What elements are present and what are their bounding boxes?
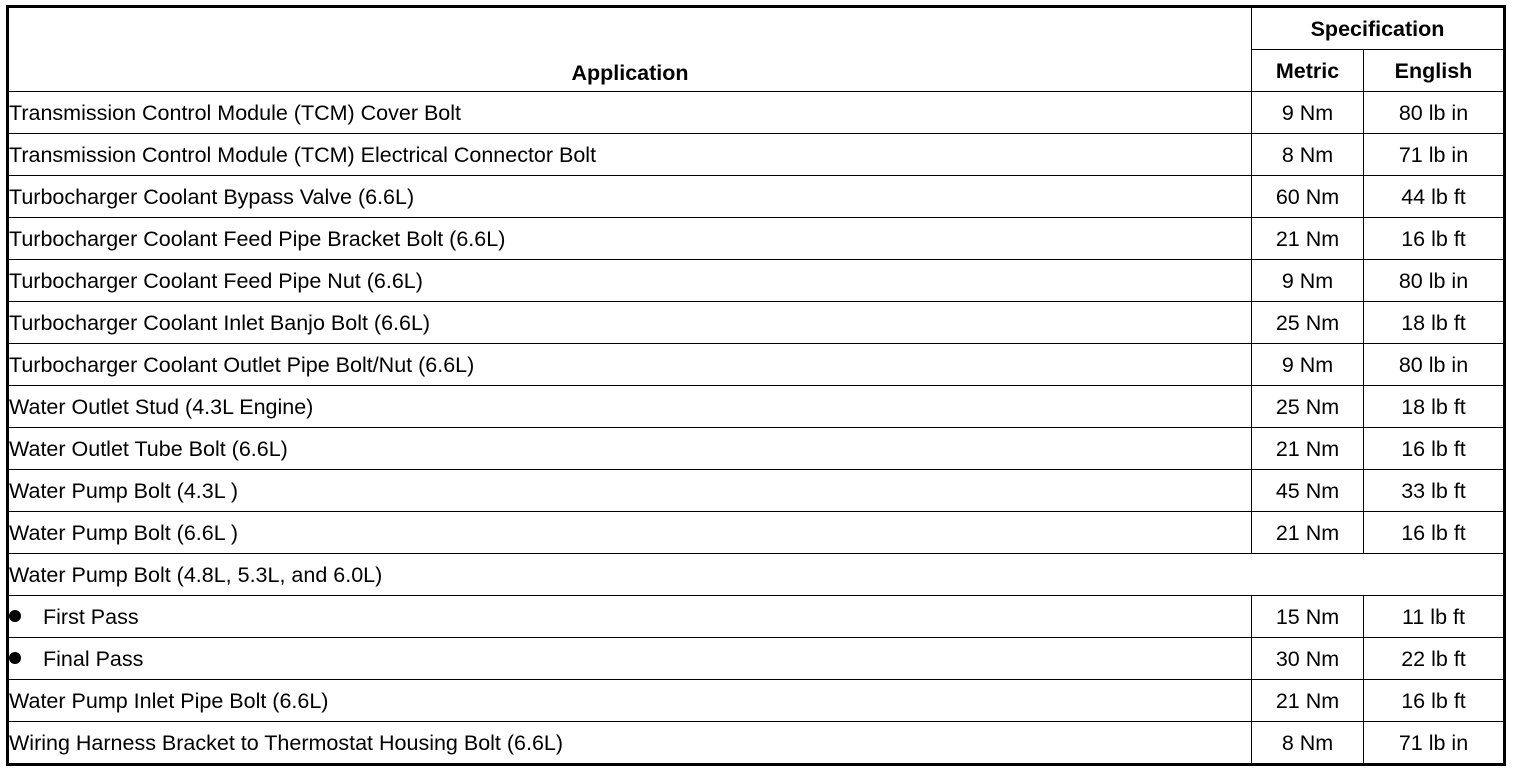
english-cell: 16 lb ft [1364, 218, 1505, 260]
application-sub-label: First Pass [43, 604, 139, 629]
table-row [8, 344, 1505, 386]
metric-cell: 8 Nm [1252, 134, 1364, 176]
english-cell: 22 lb ft [1364, 638, 1505, 680]
metric-cell: 60 Nm [1252, 176, 1364, 218]
table-sub-row [8, 638, 1505, 680]
table-row [8, 176, 1505, 218]
metric-cell: 25 Nm [1252, 302, 1364, 344]
application-cell: Water Pump Inlet Pipe Bolt (6.6L) [8, 680, 1252, 722]
application-cell: Water Outlet Tube Bolt (6.6L) [8, 428, 1252, 470]
table-row [8, 722, 1505, 765]
application-cell: Turbocharger Coolant Inlet Banjo Bolt (6.6L) [8, 302, 1252, 344]
application-column-header: Application [8, 7, 1252, 92]
table-row [8, 134, 1505, 176]
metric-cell: 25 Nm [1252, 386, 1364, 428]
metric-cell: 21 Nm [1252, 218, 1364, 260]
english-cell: 11 lb ft [1364, 596, 1505, 638]
application-sub-cell [8, 596, 1252, 638]
application-cell: Water Pump Bolt (4.3L ) [8, 470, 1252, 512]
application-cell: Transmission Control Module (TCM) Electrical Connector Bolt [8, 134, 1252, 176]
english-cell: 80 lb in [1364, 92, 1505, 134]
metric-cell: 8 Nm [1252, 722, 1364, 765]
metric-cell: 21 Nm [1252, 428, 1364, 470]
english-cell: 71 lb in [1364, 134, 1505, 176]
english-column-header: English [1364, 50, 1505, 92]
application-cell: Turbocharger Coolant Outlet Pipe Bolt/Nut (6.6L) [8, 344, 1252, 386]
table-row [8, 218, 1505, 260]
english-cell: 80 lb in [1364, 344, 1505, 386]
application-cell: Water Pump Bolt (6.6L ) [8, 512, 1252, 554]
english-cell: 18 lb ft [1364, 302, 1505, 344]
torque-specification-table [6, 5, 1506, 766]
english-cell: 80 lb in [1364, 260, 1505, 302]
table-row [8, 92, 1505, 134]
table-row [8, 470, 1505, 512]
application-cell: Turbocharger Coolant Bypass Valve (6.6L) [8, 176, 1252, 218]
english-cell: 71 lb in [1364, 722, 1505, 765]
metric-cell: 21 Nm [1252, 512, 1364, 554]
english-cell: 33 lb ft [1364, 470, 1505, 512]
application-group-cell: Water Pump Bolt (4.8L, 5.3L, and 6.0L) [8, 554, 1505, 596]
english-cell: 16 lb ft [1364, 428, 1505, 470]
metric-cell: 21 Nm [1252, 680, 1364, 722]
metric-cell: 15 Nm [1252, 596, 1364, 638]
table-row [8, 260, 1505, 302]
application-cell: Turbocharger Coolant Feed Pipe Nut (6.6L) [8, 260, 1252, 302]
table-header [8, 7, 1505, 92]
metric-cell: 9 Nm [1252, 260, 1364, 302]
table-row [8, 386, 1505, 428]
application-cell: Turbocharger Coolant Feed Pipe Bracket Bolt (6.6L) [8, 218, 1252, 260]
bullet-icon [9, 610, 21, 622]
metric-cell: 30 Nm [1252, 638, 1364, 680]
english-cell: 18 lb ft [1364, 386, 1505, 428]
application-cell: Transmission Control Module (TCM) Cover Bolt [8, 92, 1252, 134]
table-row [8, 512, 1505, 554]
english-cell: 44 lb ft [1364, 176, 1505, 218]
specification-column-header: Specification [1252, 7, 1505, 50]
metric-cell: 9 Nm [1252, 344, 1364, 386]
application-cell: Wiring Harness Bracket to Thermostat Housing Bolt (6.6L) [8, 722, 1252, 765]
bullet-icon [9, 652, 21, 664]
metric-cell: 45 Nm [1252, 470, 1364, 512]
table-group-row [8, 554, 1505, 596]
application-cell: Water Outlet Stud (4.3L Engine) [8, 386, 1252, 428]
application-sub-cell [8, 638, 1252, 680]
application-sub-label: Final Pass [43, 646, 144, 671]
english-cell: 16 lb ft [1364, 680, 1505, 722]
metric-cell: 9 Nm [1252, 92, 1364, 134]
table-sub-row [8, 596, 1505, 638]
table-row [8, 428, 1505, 470]
table-row [8, 680, 1505, 722]
metric-column-header: Metric [1252, 50, 1364, 92]
header-row-top [8, 7, 1505, 50]
table-row [8, 302, 1505, 344]
english-cell: 16 lb ft [1364, 512, 1505, 554]
table-body [8, 92, 1505, 765]
